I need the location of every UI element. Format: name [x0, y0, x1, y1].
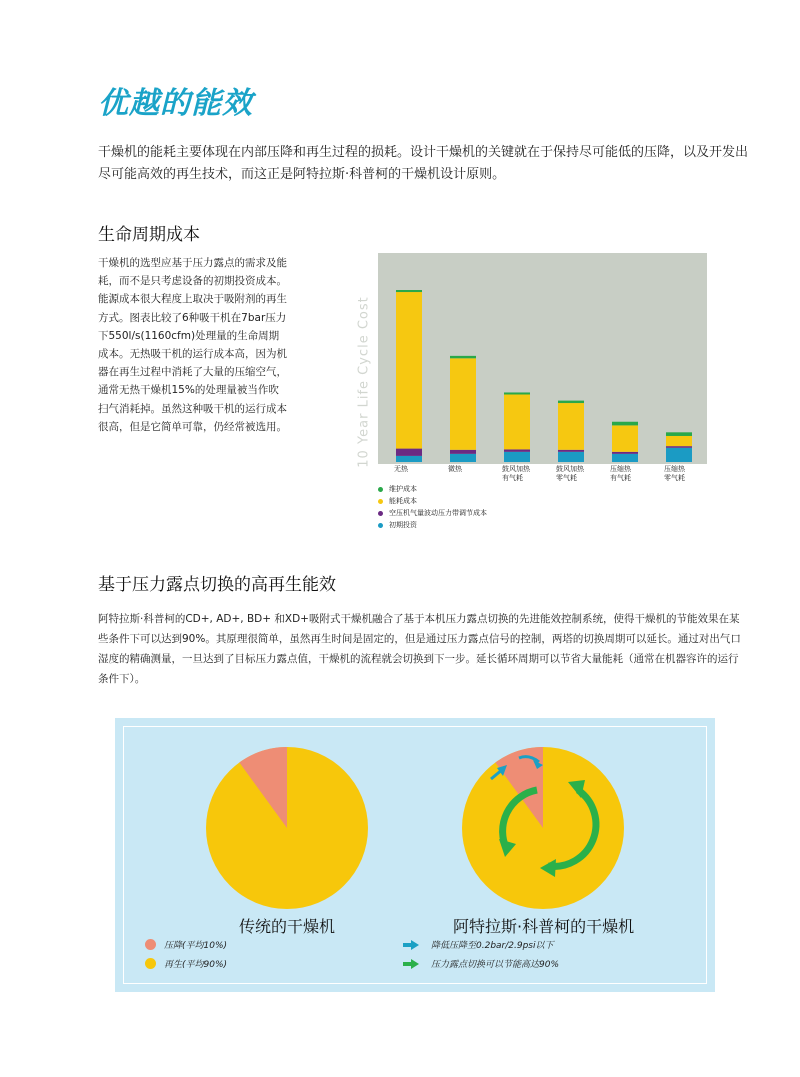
- legend-dot-icon: [378, 499, 383, 504]
- bar-segment: [450, 450, 476, 454]
- bar-segment: [558, 401, 584, 403]
- bar-segment: [396, 290, 422, 292]
- bar-segment: [558, 450, 584, 452]
- legend-label: 能耗成本: [389, 497, 417, 505]
- chart-legend-item: [378, 483, 578, 495]
- intro-paragraph: 干燥机的能耗主要体现在内部压降和再生过程的损耗。设计干燥机的关键就在于保持尽可能低的压降，以及开发出尽可能高效的再生技术，而这正是阿特拉斯·科普柯的干燥机设计原则。: [98, 145, 749, 182]
- chart-legend-item: [378, 519, 578, 531]
- lifecycle-heading: 生命周期成本: [98, 225, 200, 245]
- bar-segment: [666, 436, 692, 446]
- bar-segment: [666, 448, 692, 462]
- chart-legend: [378, 483, 578, 531]
- legend-label: 空压机气量波动压力带调节成本: [389, 509, 487, 517]
- legend-blue-arrow: [403, 938, 554, 951]
- bar-segment: [396, 292, 422, 449]
- bar-segment: [504, 392, 530, 394]
- chart-category-label: 鼓风加热 零气耗: [556, 465, 584, 482]
- bar-segment: [558, 403, 584, 450]
- chart-category-label: 鼓风加热 有气耗: [502, 465, 530, 482]
- bar-segment: [450, 454, 476, 462]
- bar-segment: [450, 356, 476, 358]
- atlas-dryer-title: 阿特拉斯·科普柯的干燥机: [453, 917, 635, 936]
- bar-segment: [504, 452, 530, 462]
- bar-segment: [396, 449, 422, 456]
- chart-category-label: 无热: [394, 465, 408, 473]
- chart-category-label: 微热: [448, 465, 462, 473]
- pressure-drop-dot-icon: [145, 939, 156, 950]
- bar-segment: [396, 456, 422, 462]
- legend-dot-icon: [378, 487, 383, 492]
- legend-dot-icon: [378, 511, 383, 516]
- legend-green-arrow: [403, 957, 559, 970]
- green-arrow-label: 压力露点切换可以节能高达90%: [431, 960, 560, 970]
- chart-category-label: 压缩热 有气耗: [610, 465, 631, 482]
- regen-paragraph: 阿特拉斯·科普柯的CD+, AD+, BD+ 和XD+吸附式干燥机融合了基于本机压力露点切换的先进能效控制系统，使得干燥机的节能效果在某些条件下可以达到90%。其原理很简单，虽然再生时间是固定的，但是通过压力露点信号的控制，两塔的切换周期可以延长。通过对出气口湿度的精确测量，一旦达到了目标压力露点值，干燥机的流程就会切换到下一步。延长循环周期可以节省大量能耗（通常在机器容许的运行条件下）。: [98, 613, 741, 685]
- regen-label: 再生(平均90%): [164, 960, 228, 970]
- pressure-drop-label: 压降(平均10%): [164, 941, 228, 951]
- bar-segment: [450, 358, 476, 449]
- green-arrow-icon: [403, 959, 419, 969]
- chart-category-label: 压缩热 零气耗: [664, 465, 685, 482]
- bar-segment: [558, 452, 584, 462]
- chart-y-axis-label: 10 Year Life Cycle Cost: [356, 296, 372, 468]
- legend-regen: [145, 957, 227, 970]
- chart-legend-item: [378, 507, 578, 519]
- chart-legend-item: [378, 495, 578, 507]
- blue-arrow-icon: [403, 940, 419, 950]
- regen-heading: 基于压力露点切换的高再生能效: [98, 575, 336, 595]
- legend-label: 维护成本: [389, 485, 417, 493]
- bar-segment: [504, 449, 530, 451]
- page-title: 优越的能效: [98, 86, 253, 121]
- traditional-dryer-title: 传统的干燥机: [239, 917, 336, 936]
- bar-segment: [666, 446, 692, 448]
- lifecycle-cost-chart: [378, 253, 707, 464]
- legend-label: 初期投资: [389, 521, 417, 529]
- bar-segment: [612, 454, 638, 462]
- bar-segment: [612, 425, 638, 451]
- blue-arrow-label: 降低压降至0.2bar/2.9psi以下: [431, 941, 554, 951]
- regen-dot-icon: [145, 958, 156, 969]
- bar-segment: [612, 422, 638, 426]
- bar-segment: [666, 432, 692, 436]
- bar-segment: [504, 395, 530, 450]
- legend-pressure-drop: [145, 938, 227, 951]
- bar-segment: [612, 452, 638, 454]
- pie-comparison-panel: [115, 718, 715, 992]
- lifecycle-paragraph: 干燥机的选型应基于压力露点的需求及能耗，而不是只考虑设备的初期投资成本。能源成本很大程度上取决于吸附剂的再生方式。图表比较了6种吸干机在7bar压力下550l/s(1160cfm)处理量的生命周期成本。无热吸干机的运行成本高，因为机器在再生过程中消耗了大量的压缩空气，通常无热干燥机15%的处理量被当作吹扫气消耗掉。虽然这种吸干机的运行成本很高，但是它简单可靠，仍经常被选用。: [98, 257, 287, 433]
- legend-dot-icon: [378, 523, 383, 528]
